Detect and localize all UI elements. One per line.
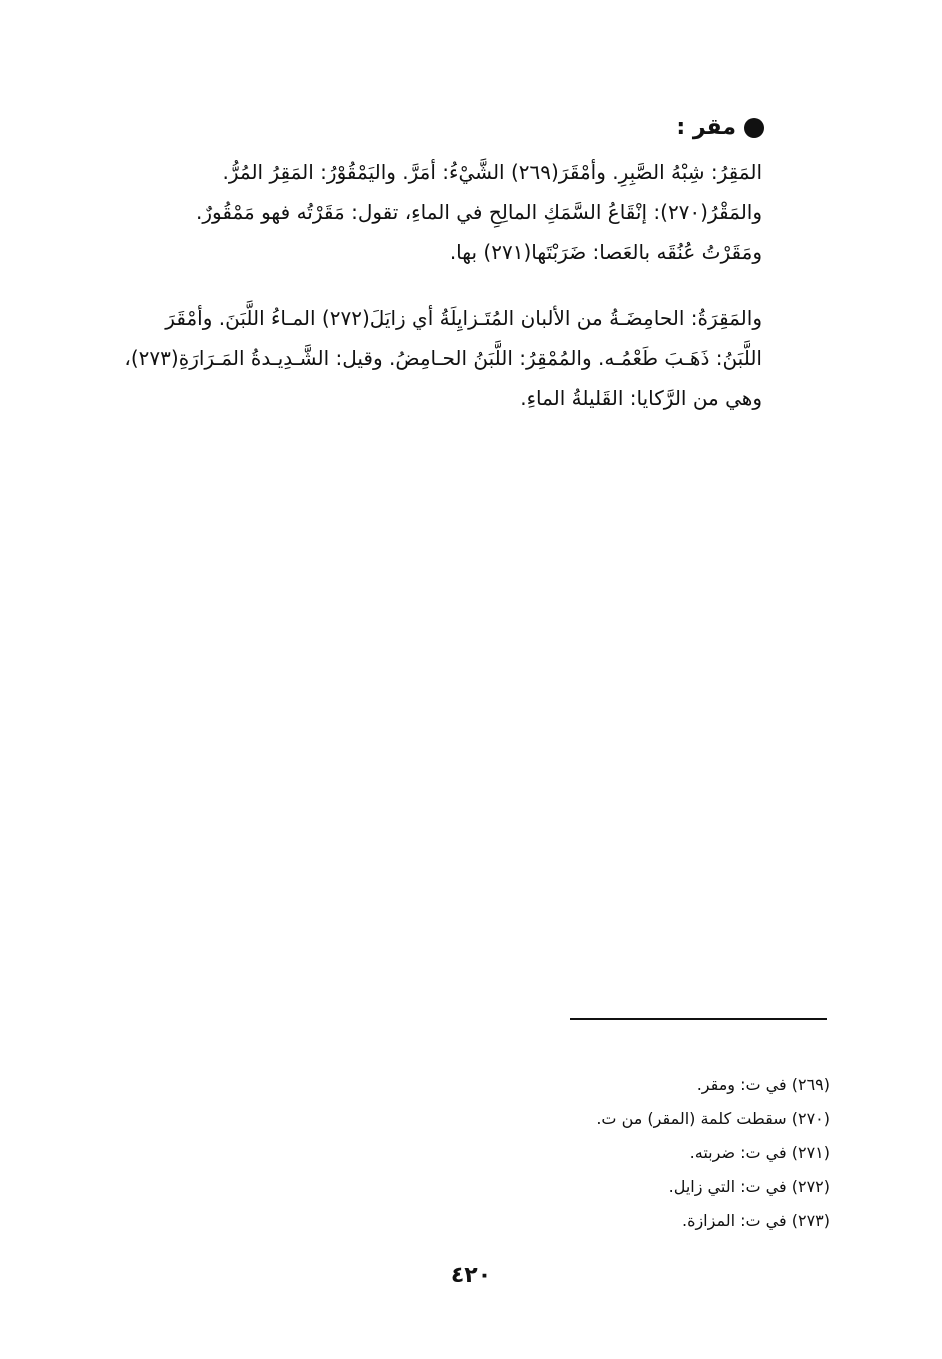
entry-heading-text: مقر :: [676, 115, 736, 140]
paragraph-line: اللَّبَنُ: ذَهَـبَ طَعْمُـه. والمُمْقِرُ: اللَّبَنُ الحـامِضُ. وقيل: الشَّـدِيـدةُ المَـرَارَةِ(٢٧٣)،: [124, 346, 762, 370]
paragraph-line: ومَقَرْتُ عُنُقَه بالعَصا: ضَرَبْتَها(٢٧١) بها.: [449, 240, 762, 264]
paragraph-line: المَقِرُ: شِبْهُ الصَّبِرِ. وأمْقَرَ(٢٦٩) الشَّيْءُ: أمَرَّ. واليَمْقُوْرُ: المَقِرُ المُرُّ.: [222, 160, 762, 184]
footnote-item: (٢٧١) في ت: ضربته.: [689, 1143, 830, 1162]
footnote-item: (٢٧٠) سقطت كلمة (المقر) من ت.: [596, 1109, 830, 1128]
entry-heading: [676, 112, 764, 144]
footnote-item: (٢٦٩) في ت: ومقر.: [696, 1075, 830, 1094]
paragraph-line: والمَقِرَةُ: الحامِضَـةُ من الألبان المُتَـزايِلَةُ أي زايَلَ(٢٧٢) المـاءُ اللَّبَنَ. وأمْقَرَ: [165, 306, 762, 330]
footnote-item: (٢٧٣) في ت: المزازة.: [681, 1211, 830, 1230]
paragraph-line: وهي من الرَّكايا: القَليلةُ الماءِ.: [520, 386, 762, 410]
bullet-dot-icon: [744, 118, 764, 138]
paragraph-2: [122, 298, 762, 418]
page-number: ٤٢٠: [450, 1263, 492, 1288]
footnote-divider: [570, 1018, 827, 1020]
footnotes-list: [470, 1068, 830, 1238]
paragraph-line: والمَقْرُ(٢٧٠): إنْقَاعُ السَّمَكِ المالِحِ في الماءِ، تقول: مَقَرْتُه فهو مَمْقُورٌ.: [196, 200, 762, 224]
paragraph-1: [122, 152, 762, 272]
footnote-item: (٢٧٢) في ت: التي زايل.: [668, 1177, 830, 1196]
